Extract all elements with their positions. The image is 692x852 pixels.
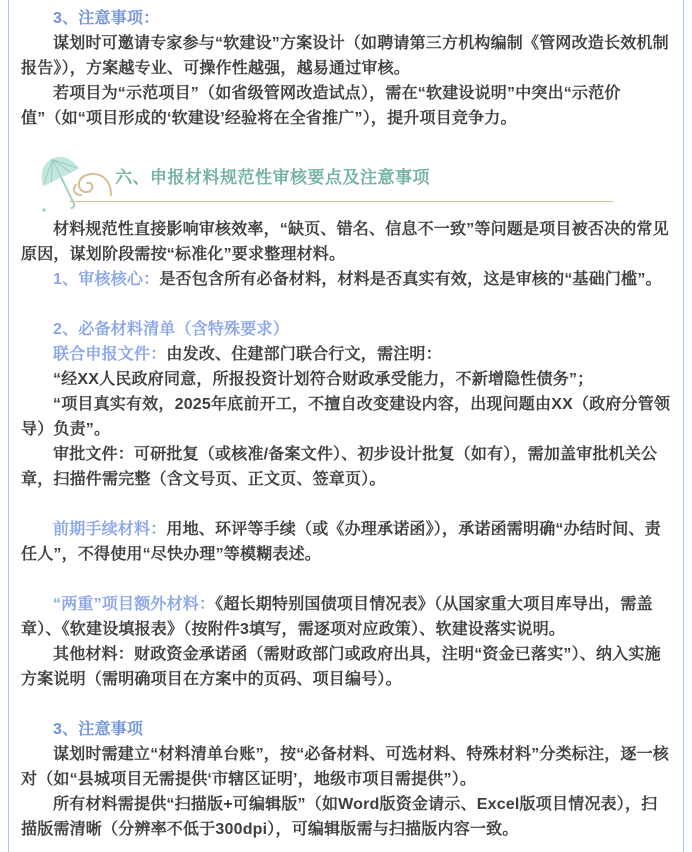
dual-heavy-materials-text: 《超长期特别国债项目情况表》（从国家重大项目库导出，需盖章）、《软建设填报表》（按附件3填写，需逐项对应政策）、软建设落实说明。 [21,596,653,638]
approval-files-paragraph: 审批文件：可研批复（或核准/备案文件）、初步设计批复（如有），需加盖审批机关公章，扫描件需完整（含文号页、正文页、签章页）。 [21,446,658,488]
other-materials-paragraph: 其他材料：财政资金承诺函（需财政部门或政府出具，注明“资金已落实”）、纳入实施方案说明（需明确项目在方案中的页码、项目编号）。 [21,646,661,688]
joint-filing-label: 联合申报文件： [53,346,167,363]
pre-procedures-text: 用地、环评等手续（或《办理承诺函》），承诺函需明确“办结时间、责任人”，不得使用“尽快办理”等模糊表述。 [21,521,661,563]
intro-paragraph: 材料规范性直接影响审核效率，“缺页、错名、信息不一致”等问题是项目被否决的常见原因，谋划阶段需按“标准化”要求整理材料。 [21,221,669,263]
section-header [21,155,671,211]
joint-filing-paragraph [21,342,671,367]
spacer [21,492,671,517]
heading-notes-top: 3、注意事项： [53,10,160,27]
article-page [8,0,684,852]
paragraph-plan-experts: 谋划时可邀请专家参与“软建设”方案设计（如聘请第三方机构编制《管网改造长效机制报告》），方案越专业、可操作性越强，越易通过审核。 [21,35,669,77]
section-title: 六、申报材料规范性审核要点及注意事项 [115,168,430,187]
pre-procedures-paragraph [21,517,671,567]
section-title-underline [69,201,613,202]
cloud-swirl-icon [71,171,113,199]
notes-paragraph-1: 谋划时需建立“材料清单台账”，按“必备材料、可选材料、特殊材料”分类标注，逐一核对（如“县城项目无需提供‘市辖区证明’，地级市项目需提供”）。 [21,746,670,788]
spacer [21,292,671,317]
spacer [21,567,671,592]
required-materials-heading: 2、必备材料清单（含特殊要求） [53,321,289,338]
commitment-quote-2: “项目真实有效，2025年底前开工，不擅自改变建设内容，出现问题由XX（政府分管领导）负责”。 [21,396,671,438]
dual-heavy-materials-paragraph [21,592,671,642]
commitment-quote-1: “经XX人民政府同意，所报投资计划符合财政承受能力，不新增隐性债务”； [53,371,594,388]
review-core-text: 是否包含所有必备材料，材料是否真实有效，这是审核的“基础门槛”。 [159,271,662,288]
notes-paragraph-2: 所有材料需提供“扫描版+可编辑版”（如Word版资金请示、Excel版项目情况表），扫描版需清晰（分辨率不低于300dpi），可编辑版需与扫描版内容一致。 [21,796,658,838]
paragraph-demo-project: 若项目为“示范项目”（如省级管网改造试点），需在“软建设说明”中突出“示范价值”（如“项目形成的‘软建设’经验将在全省推广”），提升项目竞争力。 [21,85,621,127]
notes-heading: 3、注意事项 [53,721,144,738]
pre-procedures-label: 前期手续材料： [53,521,167,538]
joint-filing-text: 由发改、住建部门联合行文，需注明： [166,346,442,363]
review-core-item [21,267,671,292]
dual-heavy-materials-label: “两重”项目额外材料： [53,596,216,613]
review-core-label: 1、审核核心： [53,271,160,288]
spacer [21,692,671,717]
